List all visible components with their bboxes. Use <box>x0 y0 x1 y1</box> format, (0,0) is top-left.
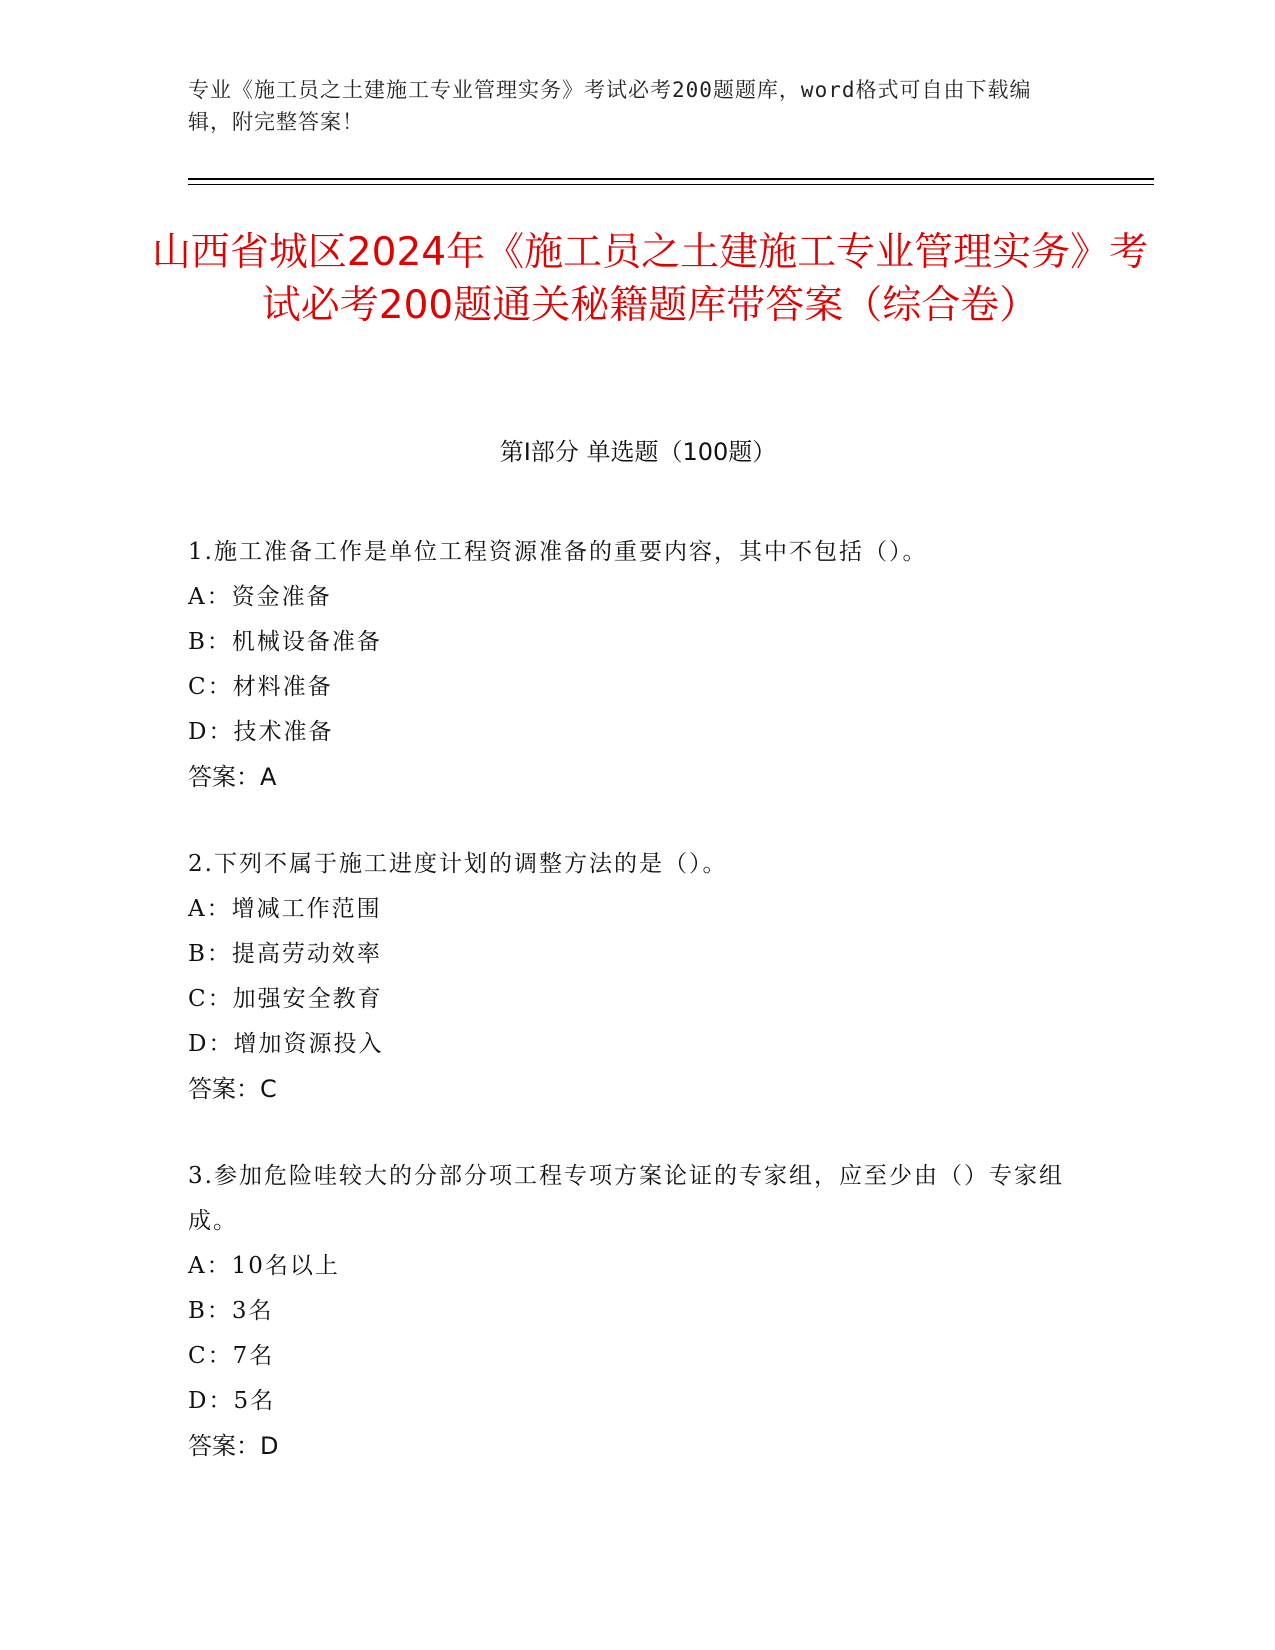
option-c: C：材料准备 <box>188 674 333 700</box>
section-title: 第Ⅰ部分 单选题（100题） <box>499 438 777 466</box>
option-b: B：提高劳动效率 <box>188 941 382 967</box>
option-d: D：5名 <box>188 1388 276 1414</box>
option-c: C：7名 <box>188 1343 275 1369</box>
question-stem: 2.下列不属于施工进度计划的调整方法的是（）。 <box>188 851 728 877</box>
option-c: C：加强安全教育 <box>188 986 383 1012</box>
header-rule-thick <box>188 178 1154 180</box>
question-stem: 1.施工准备工作是单位工程资源准备的重要内容，其中不包括（）。 <box>188 539 928 565</box>
option-d: D：增加资源投入 <box>188 1031 384 1057</box>
question-item <box>188 1154 1088 1469</box>
option-a: A：10名以上 <box>188 1253 340 1279</box>
option-a: A：增减工作范围 <box>188 896 382 922</box>
answer-line: 答案：C <box>188 1075 277 1103</box>
question-item <box>188 842 1088 1112</box>
option-d: D：技术准备 <box>188 719 334 745</box>
answer-line: 答案：D <box>188 1432 279 1460</box>
answer-line: 答案：A <box>188 763 277 791</box>
question-list <box>188 530 1088 1511</box>
option-b: B：机械设备准备 <box>188 629 382 655</box>
question-stem: 3.参加危险哇较大的分部分项工程专项方案论证的专家组，应至少由（）专家组成。 <box>188 1163 1064 1234</box>
header-description: 专业《施工员之土建施工专业管理实务》考试必考200题题库，word格式可自由下载编辑，附完整答案！ <box>188 78 1032 134</box>
option-b: B：3名 <box>188 1298 274 1324</box>
option-a: A：资金准备 <box>188 584 332 610</box>
document-title: 山西省城区2024年《施工员之土建施工专业管理实务》考试必考200题通关秘籍题库带答案（综合卷） <box>151 230 1149 328</box>
question-item <box>188 530 1088 800</box>
header-rule-thin <box>188 184 1154 185</box>
